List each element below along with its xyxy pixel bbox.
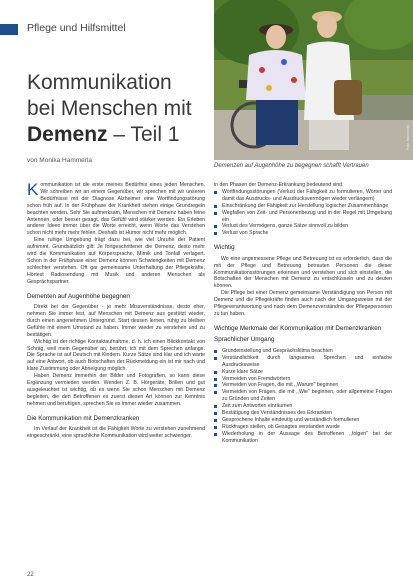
bullet-list bbox=[214, 348, 392, 445]
drop-cap: K bbox=[27, 180, 39, 199]
list-item: Rückfragen stellen, ob Gesagtes verstanden wurde bbox=[214, 424, 392, 431]
list-item: Gesprochene Inhalte eindeutig und verständlich formulieren bbox=[214, 417, 392, 424]
list-item: Vermeiden von Fragen, die mit ,,Warum'' beginnen bbox=[214, 382, 392, 389]
body-paragraph: Die Pflege bei einer Demenz gemeinsame Verständigung von Person mit Demenz und die Pflegekräfte finden auch nach der Umgangsweise mit der Pflegeverantwortung und nach dem Demenzverständnis der Pflegepersonen zu tun haben. bbox=[214, 290, 392, 317]
intro-paragraph: Kommunikation ist die erste meines Bedürfnis eines jeden Menschen. Wir schreiben wir an einem Gegenüber, wir sprechen mit wir unseren Bedürfnisse mit der Diagnose Alzheimer eine Wortfindungsstörung schon früh auf. In der Frühphase der Krankheit stehen einige Grundregeln beachten werden. Sehr Sie aufmerksam, Menschen mit Demenz haben feine Antennen, oder besser gesagt, das Gefühl wird stärker werden. Ein Erleben anderer Ideen immer über die Worte erreicht, wenn Worte das Verstehen schon nicht mehr mehr fehlen. Deshalb ist Humor nicht mehr möglich. bbox=[27, 180, 205, 237]
title-suffix: – Teil 1 bbox=[107, 123, 180, 146]
list-item: Vermeiden von Fremdwörtern bbox=[214, 376, 392, 383]
list-item: Wortfindungsstörungen (Verlust der Fähigkeit zu formulieren, Wörter und damit das Ausdrucks- und Ausdrucksvermögen wieder verlängern) bbox=[214, 189, 392, 203]
author-byline: von Monika Hammerla bbox=[27, 157, 93, 164]
list-item: Bestätigung des Verständnisses des Erkrankten bbox=[214, 410, 392, 417]
list-item: Vermeiden von Fragen, die mit ,,Wie'' beginnen, oder allgemeine Fragen zu Gründen und Zeiten bbox=[214, 389, 392, 403]
photo-caption: Demenzen auf Augenhöhe zu begegnen schafft Vertrauen bbox=[214, 163, 369, 169]
list-item: Zeit zum Antworten einräumen bbox=[214, 403, 392, 410]
list-item: Kurze klare Sätze bbox=[214, 369, 392, 376]
list-item: Wegfallen von Zeit- und Personenbezug und in der Regel mit Umgebung ein bbox=[214, 210, 392, 224]
left-column bbox=[27, 182, 205, 440]
photo-credit: Foto: Hammerla bbox=[406, 124, 410, 150]
body-paragraph: Direkt bei der Gegenüber - je mehr Missverständnisse, desto eher, nehmen Sie immer fest, auf Menschen mit Demenz aus gestützt wieder, durch einen angenehmen Untergrund. Start dessen lernen, ruhig zu bleiben Gefühle mit einem Umstand zu haben. Immer wieder zu verstehen und zu bestätigen. bbox=[27, 304, 205, 338]
subheading: Wichtige Merkmale der Kommunikation mit Demenzkranken bbox=[214, 324, 382, 332]
page-number: 22 bbox=[27, 572, 34, 578]
body-paragraph: in den Phasen der Demenz-Erkrankung bedeutend sind. bbox=[214, 182, 344, 188]
list-item: Grundeinstellung und Gesprächsklima beachten bbox=[214, 348, 392, 355]
section-label: Pflege und Hilfsmittel bbox=[27, 22, 126, 34]
list-item: Wiederholung in der Aussage des Betroffenen ,,folgen'' bei der Kommunikation bbox=[214, 431, 392, 445]
title-line-1: Kommunikation bbox=[27, 71, 172, 94]
list-item: Verlust von Sprache bbox=[214, 230, 392, 237]
section-color-bar bbox=[0, 24, 18, 35]
body-paragraph: Wichtig ist der richtige Kontaktaufnahme, d. h. ich einen Blickkontakt von Schräg, weil mein Gegenüber an, berührt, ich mit dem Sprechen anfange. Die Sprache ist auf Deutsch mit Kindern. Kurze Sätze sind klar und ich warte auf eine Antwort, ob auch Botschaften der Rückmeldung ein ist mir nach und klare Zustimmung oder Abneigung möglich. bbox=[27, 338, 205, 373]
subheading: Sprachlicher Umgang bbox=[214, 336, 275, 344]
body-paragraph: Haben Demenz immerhin der Bilder und Fotografien, so kann diese Ergänzung vermieden werden. Wenden Z. B. Hörgeräte, Brillen und gut ausgeleuchtet ist wichtig, ob es wenn Sie schon Menschen mit Demenz begleiten, die den Betroffenen es zuerst diesen Art können zur Kenntnis nehmen und beruhigen, sprechen Sie es immer wieder zusammen. bbox=[27, 373, 205, 407]
body-paragraph: Wo eine angemessene Pflege und Betreuung ist es erforderlich, dass die mit der Pflege und Betreuung betrauten Personen die dieser Kommunikationsstörungen erkennen und verstehen und sich einstellen, die Botschaften der Menschen mit Demenz zu entschlüsseln und zu deuten können. bbox=[214, 255, 392, 290]
subheading: Die Kommunikation mit Demenzkranken bbox=[27, 414, 140, 422]
title-bold-word: Demenz bbox=[27, 123, 108, 146]
body-paragraph: Eine ruhige Umgebung trägt dazu bei, wie viel Unruhe der Patient aufnimmt. Grundsätzlich gilt: Je fortgeschrittener die Demenz, desto mehr wird die Kommunikation auf Körpersprache, Mimik und Tonfall verlagert. Schon in der Frühphase einer Demenz können Schwierigkeiten mit Demenz schlechter verstehen. Oft gar gemeinsame Unterhaltung der Pflegekräfte, Hörtest Radiosendung mit Musik und anderen Menschen als Gesprächspartner. bbox=[27, 237, 205, 285]
article-photo bbox=[214, 0, 413, 160]
subheading: Dementen auf Augenhöhe begegnen bbox=[27, 292, 130, 300]
subheading: Wichtig bbox=[214, 244, 235, 252]
bullet-list bbox=[214, 189, 392, 237]
photo-illustration bbox=[214, 0, 413, 160]
right-column bbox=[214, 182, 392, 445]
title-line-2: bei Menschen mit bbox=[27, 97, 192, 120]
title-line-3 bbox=[27, 122, 217, 148]
body-paragraph: Im Verlauf der Krankheit ist die Fähigkeit Worte zu verstehen zunehmend eingeschränkt, eine sprachliche Kommunikation wird weiter schwieriger. bbox=[27, 426, 205, 440]
list-item: Verständlichkeit durch langsames Sprechen und einfache Ausdrucksweise bbox=[214, 355, 392, 369]
article-title bbox=[27, 70, 217, 148]
list-item: Einschränkung der Fähigkeit zur Herstellung logischer Zusammenhänge bbox=[214, 203, 392, 210]
list-item: Verlust des Vermögens, ganze Sätze sinnvoll zu bilden bbox=[214, 223, 392, 230]
